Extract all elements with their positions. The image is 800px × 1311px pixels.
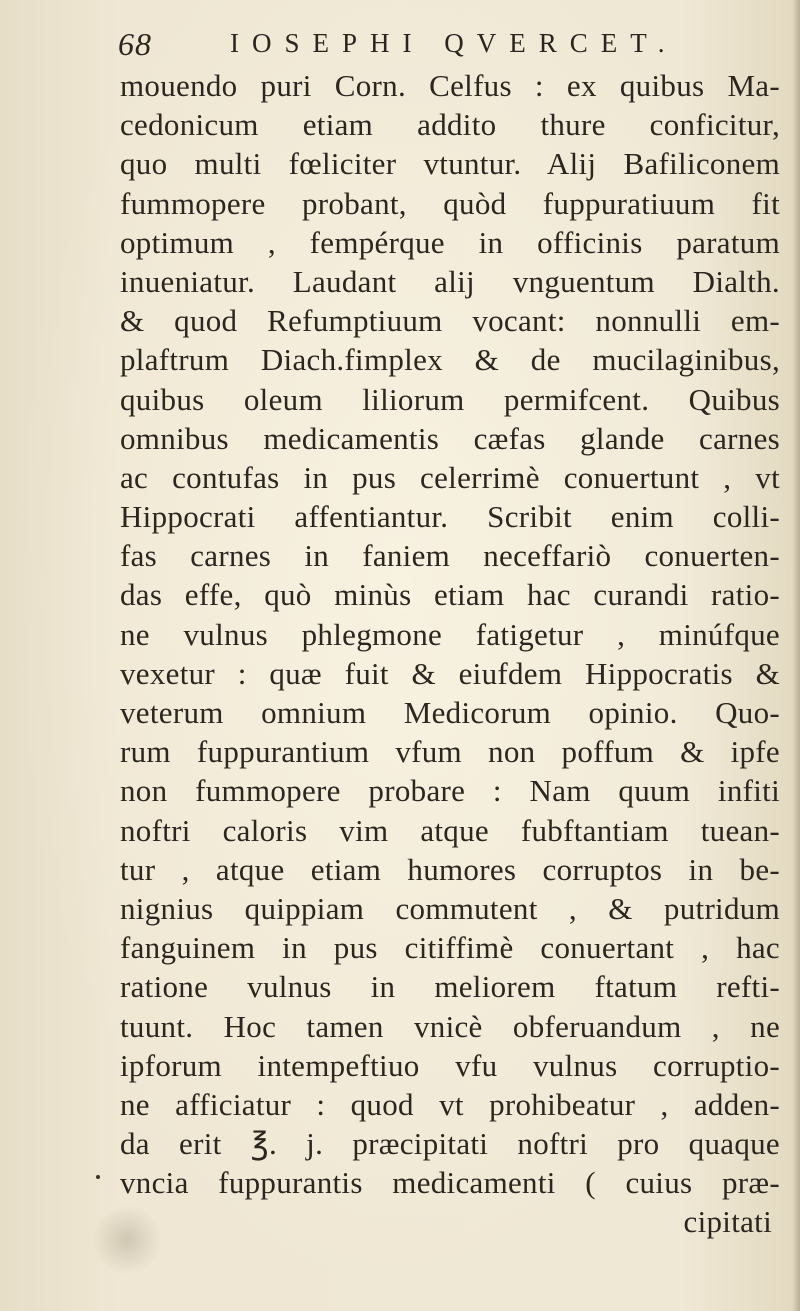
page-edge-shadow <box>792 0 800 1311</box>
text-line: ratione vulnus in meliorem ftatum refti- <box>120 969 780 1005</box>
text-line: Hippocrati affentiantur. Scribit enim colli- <box>120 499 780 535</box>
text-line: ac contufas in pus celerrimè conuertunt , vt <box>120 459 780 495</box>
text-line: ipforum intempeftiuo vfu vulnus corruptio- <box>120 1047 780 1083</box>
catchword: cipitati <box>683 1204 772 1240</box>
text-line: tur , atque etiam humores corruptos in be- <box>120 851 780 887</box>
text-line: cedonicum etiam addito thure conficitur, <box>120 107 780 143</box>
text-line: ne vulnus phlegmone fatigetur , minúfque <box>120 616 780 652</box>
text-line: fanguinem in pus citiffimè conuertant , hac <box>120 930 780 966</box>
text-line: quo multi fœliciter vtuntur. Alij Bafiliconem <box>120 146 780 182</box>
text-line: da erit ℥. j. præcipitati noftri pro quaque <box>120 1126 780 1162</box>
text-line: mouendo puri Corn. Celfus : ex quibus Ma- <box>120 68 780 103</box>
text-line: plaftrum Diach.fimplex & de mucilaginibus, <box>120 342 780 378</box>
text-line: rum fuppurantium vfum non poffum & ipfe <box>120 734 780 770</box>
text-line: vncia fuppurantis medicamenti ( cuius præ- <box>120 1165 780 1201</box>
running-head: IOSEPHI QVERCET. <box>230 28 678 58</box>
paper-stain <box>92 1205 162 1275</box>
text-line: & quod Refumptiuum vocant: nonnulli em- <box>120 303 780 339</box>
page-number: 68 <box>118 26 152 62</box>
margin-dot <box>96 1175 100 1179</box>
page-header <box>118 22 778 66</box>
text-line: vexetur : quæ fuit & eiufdem Hippocratis & <box>120 655 780 691</box>
text-line: fas carnes in faniem neceffariò conuerten- <box>120 538 780 574</box>
text-line: das effe, quò minùs etiam hac curandi ratio- <box>120 577 780 613</box>
text-line: nignius quippiam commutent , & putridum <box>120 890 780 926</box>
text-line: veterum omnium Medicorum opinio. Quo- <box>120 695 780 730</box>
text-line: quibus oleum liliorum permifcent. Quibus <box>120 381 780 417</box>
text-line: ne afficiatur : quod vt prohibeatur , adden- <box>120 1086 780 1122</box>
text-line: optimum , fempérque in officinis paratum <box>120 224 780 260</box>
text-line: inueniatur. Laudant alij vnguentum Dialth. <box>120 263 780 299</box>
body-text <box>120 66 780 1242</box>
text-line: non fummopere probare : Nam quum infiti <box>120 773 780 809</box>
text-line: noftri caloris vim atque fubftantiam tuean- <box>120 812 780 848</box>
text-line: tuunt. Hoc tamen vnicè obferuandum , ne <box>120 1008 780 1044</box>
text-line: omnibus medicamentis cæfas glande carnes <box>120 420 780 456</box>
text-line: fummopere probant, quòd fuppuratiuum fit <box>120 185 780 221</box>
